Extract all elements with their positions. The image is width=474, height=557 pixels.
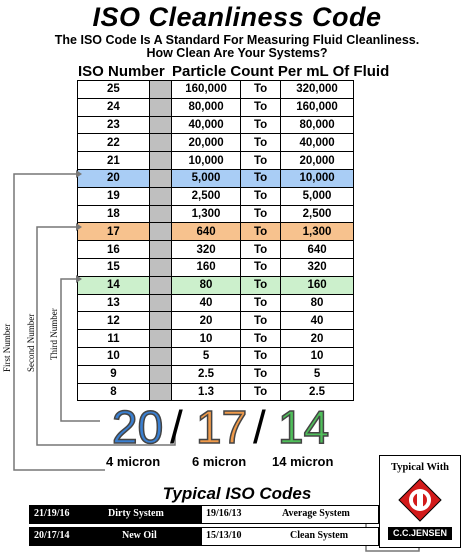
subtitle-line-2: How Clean Are Your Systems? — [146, 46, 328, 60]
to-cell: To — [241, 312, 281, 330]
subtitle-line-1: The ISO Code Is A Standard For Measuring Fluid Cleanliness. — [54, 33, 420, 47]
label-second-number: Second Number — [26, 313, 36, 372]
max-count-cell: 640 — [281, 241, 354, 259]
iso-number-cell: 19 — [78, 187, 150, 205]
typical-code: 20/17/14 — [34, 530, 70, 541]
max-count-cell: 20,000 — [281, 152, 354, 170]
max-count-cell: 80 — [281, 294, 354, 312]
max-count-cell: 2,500 — [281, 205, 354, 223]
iso-number-cell: 13 — [78, 294, 150, 312]
iso-number-cell: 25 — [78, 81, 150, 99]
max-count-cell: 320,000 — [281, 81, 354, 99]
to-cell: To — [241, 223, 281, 241]
page-title: ISO Cleanliness Code — [92, 2, 382, 32]
to-cell: To — [241, 98, 281, 116]
typical-code-box — [29, 527, 203, 546]
typical-desc: Dirty System — [108, 508, 164, 519]
iso-number-cell: 17 — [78, 223, 150, 241]
jensen-label: Typical With — [390, 462, 450, 473]
typical-code: 21/19/16 — [34, 508, 70, 519]
iso-number-cell: 8 — [78, 383, 150, 401]
micron-label-1: 4 micron — [106, 454, 161, 469]
to-cell: To — [241, 152, 281, 170]
iso-number-cell: 24 — [78, 98, 150, 116]
iso-number-cell: 21 — [78, 152, 150, 170]
to-cell: To — [241, 276, 281, 294]
max-count-cell: 40 — [281, 312, 354, 330]
code-number-3: 14 — [278, 401, 330, 453]
arrow-first-icon — [76, 170, 82, 178]
jensen-box — [379, 455, 461, 548]
code-number-2: 17 — [196, 401, 248, 453]
iso-number-cell: 16 — [78, 241, 150, 259]
iso-number-cell: 15 — [78, 258, 150, 276]
max-count-cell: 320 — [281, 258, 354, 276]
min-count-cell: 160,000 — [172, 81, 241, 99]
cc-jensen-logo-icon — [397, 477, 443, 523]
to-cell: To — [241, 347, 281, 365]
max-count-cell: 10,000 — [281, 169, 354, 187]
code-slash-1: / — [170, 401, 183, 453]
min-count-cell: 640 — [172, 223, 241, 241]
typical-desc: Clean System — [290, 530, 349, 541]
min-count-cell: 1.3 — [172, 383, 241, 401]
iso-number-cell: 10 — [78, 347, 150, 365]
iso-number-cell: 18 — [78, 205, 150, 223]
iso-number-cell: 14 — [78, 276, 150, 294]
to-cell: To — [241, 205, 281, 223]
min-count-cell: 2.5 — [172, 365, 241, 383]
label-third-number: Third Number — [49, 308, 59, 360]
min-count-cell: 80 — [172, 276, 241, 294]
micron-label-3: 14 micron — [272, 454, 334, 469]
min-count-cell: 40 — [172, 294, 241, 312]
max-count-cell: 160 — [281, 276, 354, 294]
iso-number-cell: 11 — [78, 330, 150, 348]
label-first-number: First Number — [2, 323, 12, 372]
typical-code-box — [201, 505, 379, 524]
connector-third-number — [61, 279, 100, 421]
to-cell: To — [241, 81, 281, 99]
max-count-cell: 2.5 — [281, 383, 354, 401]
min-count-cell: 10,000 — [172, 152, 241, 170]
min-count-cell: 20 — [172, 312, 241, 330]
iso-number-cell: 22 — [78, 134, 150, 152]
column-header-iso-number: ISO Number — [78, 63, 165, 80]
to-cell: To — [241, 134, 281, 152]
min-count-cell: 1,300 — [172, 205, 241, 223]
to-cell: To — [241, 187, 281, 205]
max-count-cell: 5 — [281, 365, 354, 383]
min-count-cell: 80,000 — [172, 98, 241, 116]
typical-code: 19/16/13 — [206, 508, 242, 519]
jensen-logo-text: C.C.JENSEN — [388, 527, 452, 540]
typical-desc: Average System — [282, 508, 350, 519]
to-cell: To — [241, 294, 281, 312]
to-cell: To — [241, 169, 281, 187]
to-cell: To — [241, 258, 281, 276]
min-count-cell: 5,000 — [172, 169, 241, 187]
max-count-cell: 160,000 — [281, 98, 354, 116]
max-count-cell: 10 — [281, 347, 354, 365]
code-slash-2: / — [253, 401, 266, 453]
to-cell: To — [241, 241, 281, 259]
iso-number-cell: 20 — [78, 169, 150, 187]
max-count-cell: 40,000 — [281, 134, 354, 152]
max-count-cell: 80,000 — [281, 116, 354, 134]
arrow-second-icon — [76, 223, 82, 231]
min-count-cell: 5 — [172, 347, 241, 365]
to-cell: To — [241, 383, 281, 401]
min-count-cell: 40,000 — [172, 116, 241, 134]
typical-code-box — [29, 505, 203, 524]
code-number-1: 20 — [112, 401, 164, 453]
min-count-cell: 20,000 — [172, 134, 241, 152]
to-cell: To — [241, 330, 281, 348]
iso-number-cell: 23 — [78, 116, 150, 134]
min-count-cell: 320 — [172, 241, 241, 259]
max-count-cell: 5,000 — [281, 187, 354, 205]
min-count-cell: 2,500 — [172, 187, 241, 205]
micron-label-2: 6 micron — [192, 454, 247, 469]
typical-codes-title: Typical ISO Codes — [162, 484, 312, 503]
arrow-third-icon — [76, 275, 82, 283]
min-count-cell: 160 — [172, 258, 241, 276]
iso-number-cell: 9 — [78, 365, 150, 383]
column-header-particle-count: Particle Count Per mL Of Fluid — [172, 63, 390, 80]
typical-code: 15/13/10 — [206, 530, 242, 541]
max-count-cell: 20 — [281, 330, 354, 348]
to-cell: To — [241, 116, 281, 134]
typical-code-box — [201, 527, 379, 546]
to-cell: To — [241, 365, 281, 383]
min-count-cell: 10 — [172, 330, 241, 348]
iso-number-cell: 12 — [78, 312, 150, 330]
max-count-cell: 1,300 — [281, 223, 354, 241]
typical-desc: New Oil — [122, 530, 157, 541]
